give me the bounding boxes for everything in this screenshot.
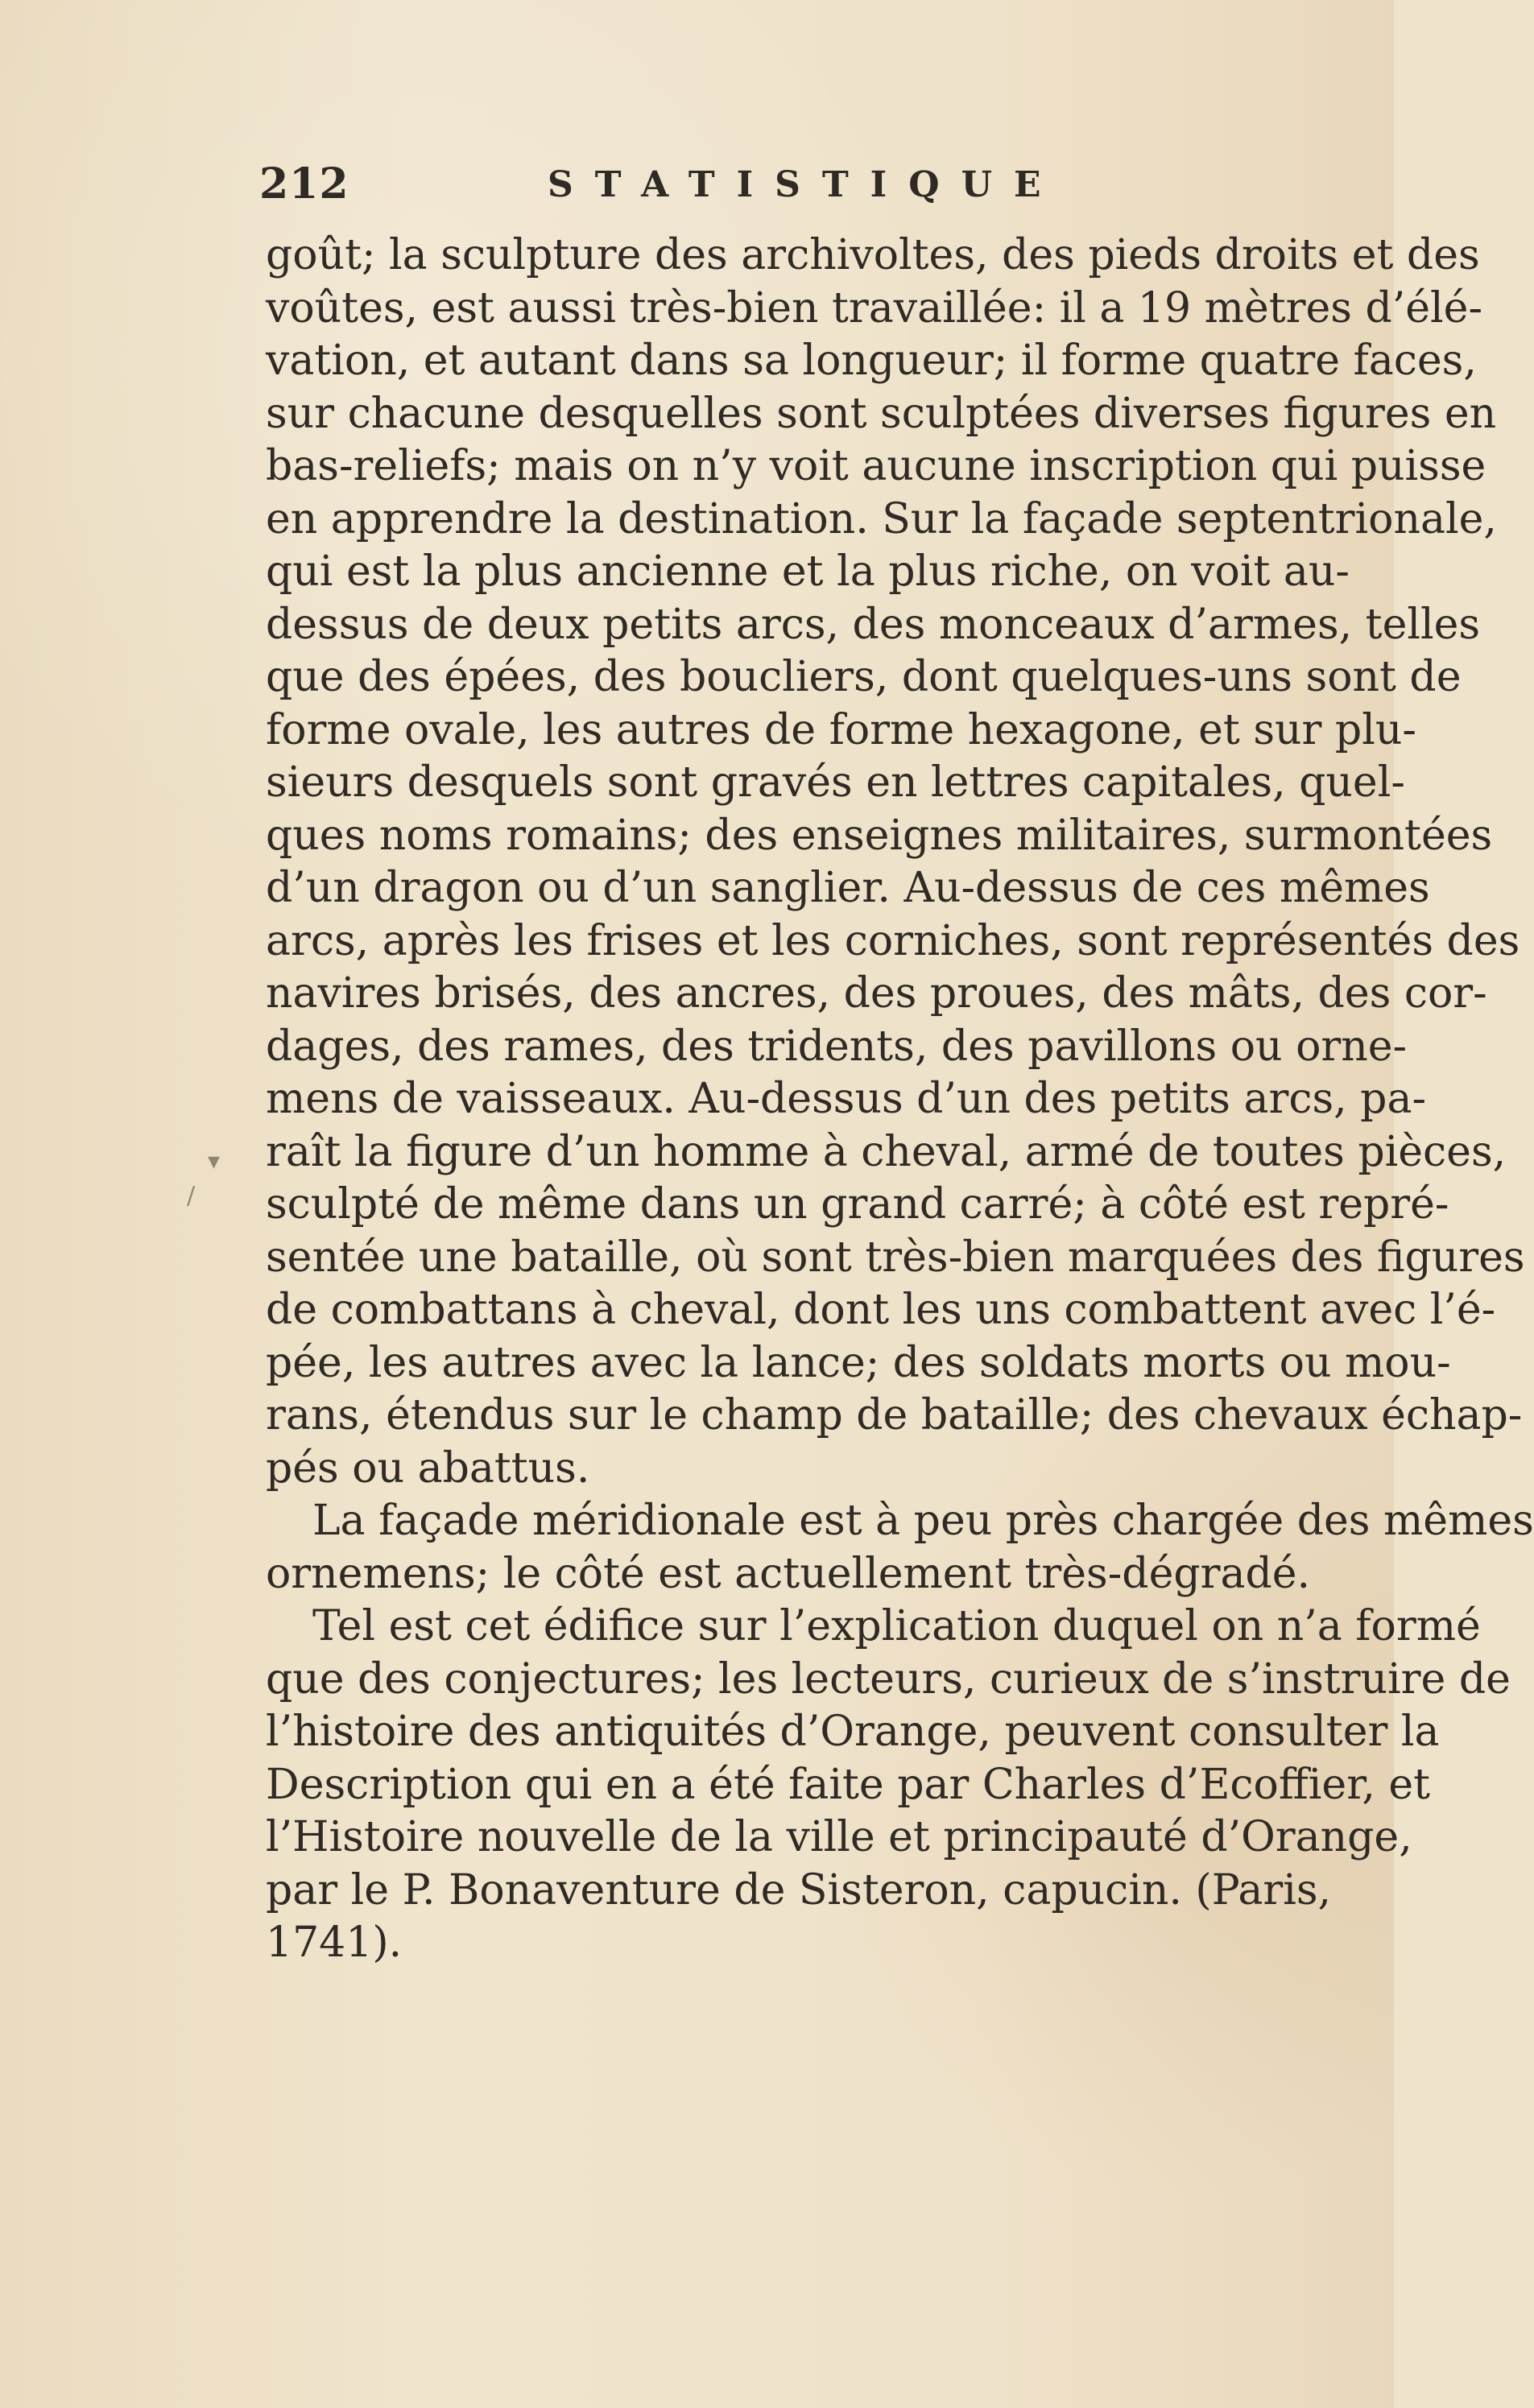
- text-line: de combattans à cheval, dont les uns combattent avec l’é-: [266, 1286, 1496, 1334]
- text-line: dessus de deux petits arcs, des monceaux d’armes, telles: [266, 600, 1481, 649]
- text-line: d’un dragon ou d’un sanglier. Au-dessus de ces mêmes: [266, 864, 1430, 912]
- text-line: sieurs desquels sont gravés en lettres capitales, quel-: [266, 758, 1405, 807]
- text-line: navires brisés, des ancres, des proues, des mâts, des cor-: [266, 969, 1487, 1018]
- text-line: l’Histoire nouvelle de la ville et principauté d’Orange,: [266, 1813, 1412, 1861]
- page-text: [266, 229, 1534, 1970]
- text-line: pée, les autres avec la lance; des soldats morts ou mou-: [266, 1338, 1451, 1387]
- text-line: goût; la sculpture des archivoltes, des pieds droits et des: [266, 231, 1480, 279]
- text-line: ques noms romains; des enseignes militaires, surmontées: [266, 811, 1493, 860]
- text-line: 1741).: [266, 1919, 403, 1967]
- text-line: qui est la plus ancienne et la plus riche, on voit au-: [266, 547, 1350, 596]
- text-line: voûtes, est aussi très-bien travaillée: il a 19 mètres d’élé-: [266, 283, 1483, 332]
- running-title: STATISTIQUE: [548, 164, 1063, 205]
- text-line: vation, et autant dans sa longueur; il forme quatre faces,: [266, 337, 1477, 385]
- text-line: La façade méridionale est à peu près chargée des mêmes: [312, 1497, 1534, 1545]
- text-line: l’histoire des antiquités d’Orange, peuvent consulter la: [266, 1708, 1440, 1756]
- margin-mark: /: [187, 1182, 196, 1210]
- text-line: bas-reliefs; mais on n’y voit aucune inscription qui puisse: [266, 442, 1486, 490]
- text-line: raît la figure d’un homme à cheval, armé de toutes pièces,: [266, 1127, 1507, 1176]
- text-line: en apprendre la destination. Sur la façade septentrionale,: [266, 494, 1497, 543]
- text-line: Tel est cet édifice sur l’explication duquel on n’a formé: [312, 1602, 1481, 1650]
- text-line: Description qui en a été faite par Charles d’Ecoffier, et: [266, 1760, 1431, 1809]
- text-line: ornemens; le côté est actuellement très-dégradé.: [266, 1549, 1311, 1598]
- text-line: arcs, après les frises et les corniches, sont représentés des: [266, 916, 1520, 965]
- text-line: rans, étendus sur le champ de bataille; des chevaux échap-: [266, 1391, 1523, 1439]
- text-line: mens de vaisseaux. Au-dessus d’un des petits arcs, pa-: [266, 1075, 1427, 1123]
- text-line: pés ou abattus.: [266, 1444, 590, 1493]
- text-line: sur chacune desquelles sont sculptées diverses figures en: [266, 389, 1497, 438]
- text-line: sentée une bataille, où sont très-bien marquées des figures: [266, 1233, 1525, 1282]
- margin-mark: ▾: [208, 1147, 221, 1175]
- text-line: par le P. Bonaventure de Sisteron, capucin. (Paris,: [266, 1865, 1332, 1914]
- text-line: que des épées, des boucliers, dont quelques-uns sont de: [266, 653, 1462, 701]
- text-line: forme ovale, les autres de forme hexagone, et sur plu-: [266, 705, 1416, 754]
- text-line: que des conjectures; les lecteurs, curieux de s’instruire de: [266, 1654, 1511, 1704]
- text-line: sculpté de même dans un grand carré; à côté est repré-: [266, 1180, 1449, 1229]
- page-header: [259, 159, 1143, 216]
- page-number: 212: [259, 159, 349, 209]
- text-line: dages, des rames, des tridents, des pavillons ou orne-: [266, 1022, 1408, 1071]
